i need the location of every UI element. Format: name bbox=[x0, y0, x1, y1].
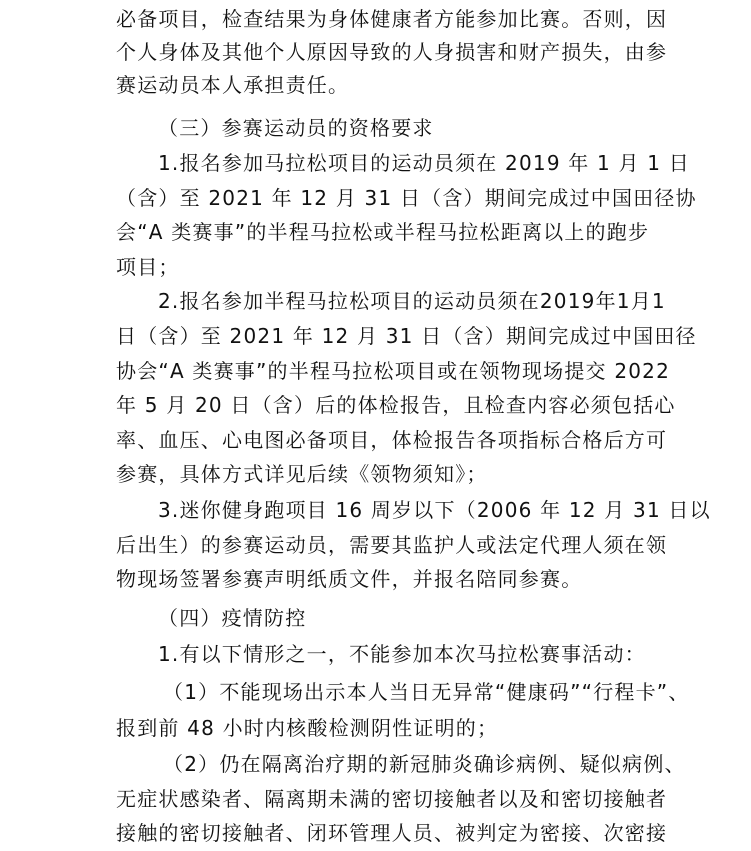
sub-item-line: （1）不能现场出示本人当日无异常“健康码”“行程卡”、 bbox=[163, 680, 690, 704]
body-text-line: 物现场签署参赛声明纸质文件，并报名陪同参赛。 bbox=[116, 567, 583, 591]
numbered-item-line: 3.迷你健身跑项目 16 周岁以下（2006 年 12 月 31 日以 bbox=[158, 498, 711, 522]
numbered-item-line: 2.报名参加半程马拉松项目的运动员须在2019年1月1 bbox=[158, 289, 666, 313]
body-text-line: 会“A 类赛事”的半程马拉松或半程马拉松距离以上的跑步 bbox=[116, 220, 650, 244]
body-text-line: 赛运动员本人承担责任。 bbox=[116, 73, 350, 97]
body-text-line: 参赛，具体方式详见后续《领物须知》； bbox=[116, 462, 488, 486]
body-text-line: 后出生）的参赛运动员，需要其监护人或法定代理人须在领 bbox=[116, 533, 668, 557]
body-text-line: 报到前 48 小时内核酸检测阴性证明的； bbox=[116, 716, 499, 740]
numbered-item-line: 1.有以下情形之一，不能参加本次马拉松赛事活动： bbox=[158, 642, 646, 666]
body-text-line: 必备项目，检查结果为身体健康者方能参加比赛。否则，因 bbox=[116, 7, 668, 31]
section-heading: （三）参赛运动员的资格要求 bbox=[158, 116, 434, 140]
body-text-line: 接触的密切接触者、闭环管理人员、被判定为密接、次密接 bbox=[116, 821, 668, 845]
body-text-line: 无症状感染者、隔离期未满的密切接触者以及和密切接触者 bbox=[116, 787, 668, 811]
body-text-line: （含）至 2021 年 12 月 31 日（含）期间完成过中国田径协 bbox=[116, 186, 697, 210]
body-text-line: 协会“A 类赛事”的半程马拉松项目或在领物现场提交 2022 bbox=[116, 359, 671, 383]
body-text-line: 率、血压、心电图必备项目，体检报告各项指标合格后方可 bbox=[116, 428, 668, 452]
sub-item-line: （2）仍在隔离治疗期的新冠肺炎确诊病例、疑似病例、 bbox=[163, 752, 686, 776]
body-text-line: 年 5 月 20 日（含）后的体检报告，且检查内容必须包括心 bbox=[116, 393, 676, 417]
body-text-line: 个人身体及其他个人原因导致的人身损害和财产损失，由参 bbox=[116, 40, 668, 64]
body-text-line: 项目； bbox=[116, 255, 180, 279]
section-heading: （四）疫情防控 bbox=[158, 606, 307, 630]
numbered-item-line: 1.报名参加马拉松项目的运动员须在 2019 年 1 月 1 日 bbox=[158, 151, 690, 175]
body-text-line: 日（含）至 2021 年 12 月 31 日（含）期间完成过中国田径 bbox=[116, 324, 697, 348]
